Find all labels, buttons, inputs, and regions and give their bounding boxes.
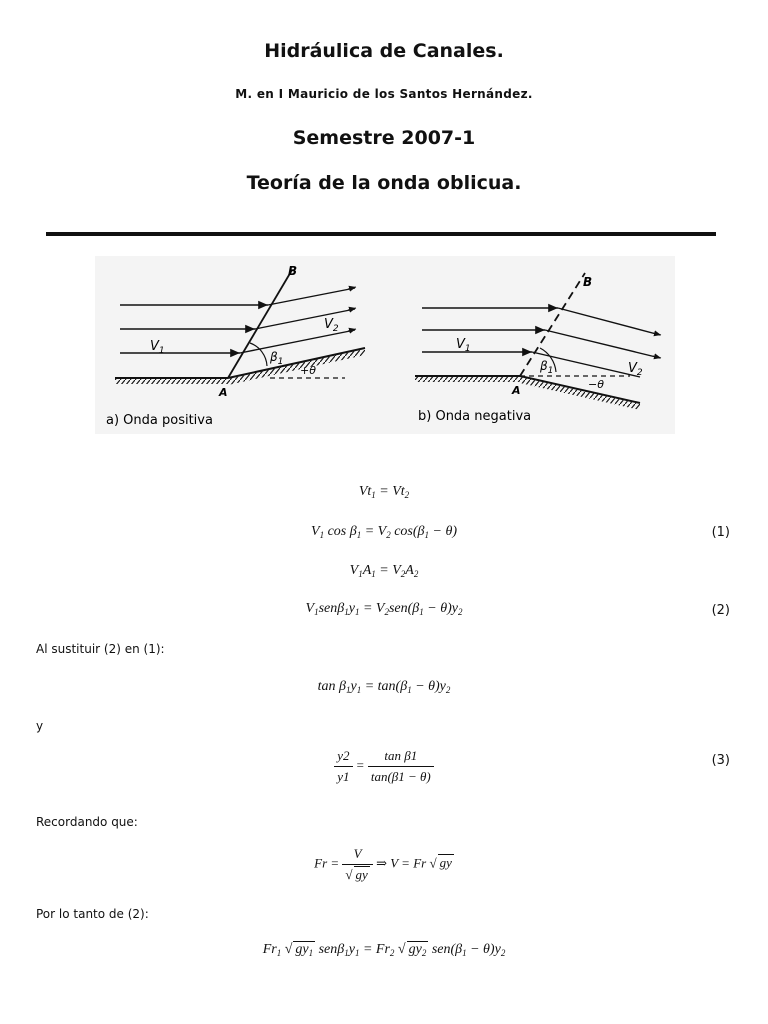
equation-3: $\frac{y2}{y1}$ = $\frac{\text{tan β1}}{\tan(\beta 1 - \theta)}$ xyxy=(0,748,768,785)
label-beta1: $\beta_1$ xyxy=(540,359,554,376)
equation-3-number: (3) xyxy=(711,753,730,768)
document-title: Hidráulica de Canales. xyxy=(264,40,504,62)
semester-heading: Semestre 2007-1 xyxy=(292,127,476,149)
label-theta-positive: +θ xyxy=(300,364,316,377)
label-a: A xyxy=(512,384,521,397)
text-therefore: Por lo tanto de (2): xyxy=(36,907,149,921)
equation-1: $V_1$ $\cos \beta_1 = V_2$ $\cos(\beta_1 - \theta)$ xyxy=(311,524,457,540)
equation-final: $Fr_1$ √ $gy_1$ $sen\beta_1y_1 = Fr_2$ √ $gy_2$ $sen(\beta_1 - \theta)y_2$ xyxy=(262,942,506,958)
author-line: M. en I Mauricio de los Santos Hernández. xyxy=(235,87,533,101)
label-a: A xyxy=(219,386,228,399)
label-v2: $V_2$ xyxy=(324,317,339,334)
wall-hatching xyxy=(415,377,520,382)
equation-tangent: $\tan \beta_1y_1 = \tan(\beta_1 - \theta)y_2$ xyxy=(317,679,451,695)
equation-froude: Fr = $\frac{V}{√ gy}$ ⇒ V = Fr √ gy xyxy=(314,846,452,882)
label-v1: $V_1$ xyxy=(150,339,165,356)
wall-hatching xyxy=(115,379,228,384)
label-v1: $V_1$ xyxy=(456,337,471,354)
oblique-wave-figure xyxy=(0,248,768,438)
equation-continuity: $V_1A_1 = V_2A_2$ xyxy=(349,563,419,579)
equation-travel-time: $Vt_1 = Vt_2$ xyxy=(358,484,410,500)
caption-positive-wave: a) Onda positiva xyxy=(106,413,213,428)
equation-2: $V_1sen\beta_1y_1 = V_2sen(\beta_1 - \theta)y_2$ xyxy=(305,601,463,617)
label-b: B xyxy=(583,275,593,289)
label-v2: $V_2$ xyxy=(628,361,643,378)
text-recalling: Recordando que: xyxy=(36,815,138,829)
horizontal-rule xyxy=(46,232,716,236)
label-b: B xyxy=(288,264,298,278)
caption-negative-wave: b) Onda negativa xyxy=(418,409,532,424)
label-theta-negative: −θ xyxy=(588,378,604,391)
label-beta1: $\beta_1$ xyxy=(270,350,284,367)
text-substitute: Al sustituir (2) en (1): xyxy=(36,642,165,656)
equation-1-number: (1) xyxy=(711,525,730,540)
section-heading: Teoría de la onda oblicua. xyxy=(246,172,522,194)
text-and: y xyxy=(36,719,44,733)
equation-2-number: (2) xyxy=(711,603,730,618)
